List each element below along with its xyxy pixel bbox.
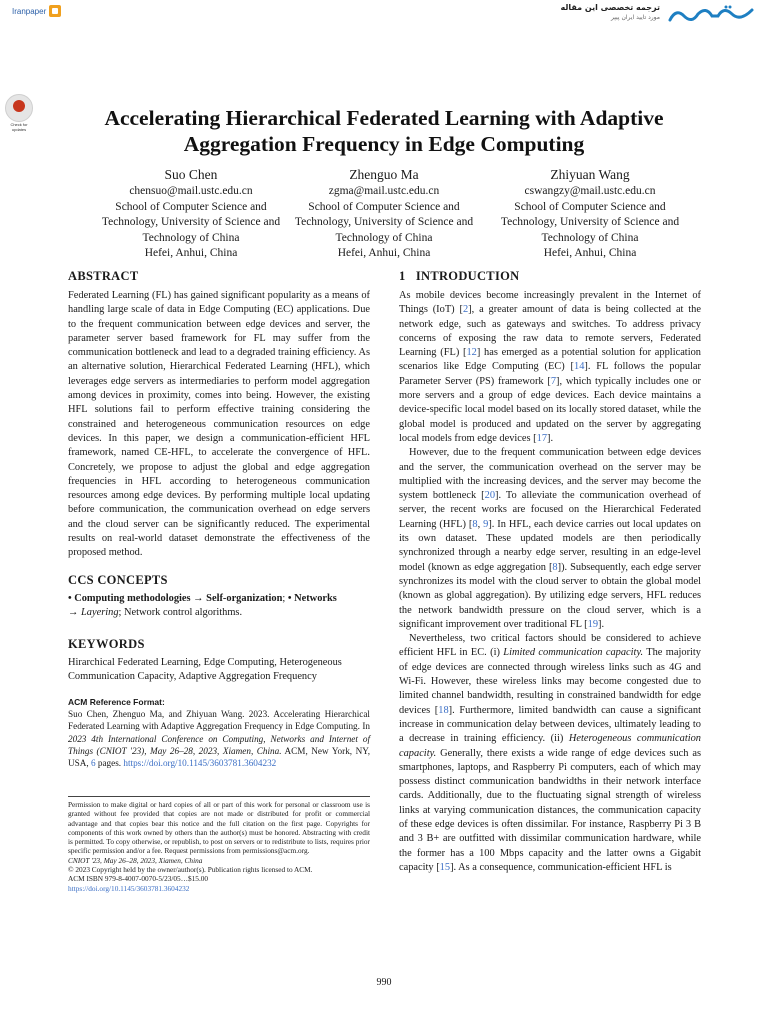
intro-text: ]. [598, 618, 605, 630]
citation-link[interactable]: 8 [552, 561, 558, 573]
author-block [286, 166, 482, 262]
abstract-body [68, 289, 370, 561]
author-affiliation: Technology of China [335, 231, 433, 244]
intro-emphasis: Heterogeneous communication capacity. [399, 733, 701, 759]
intro-text: ]. As a consequence, communication-efficient HFL is [450, 861, 672, 873]
ccs-term: Self-organization [206, 593, 283, 604]
ccs-bullet: • Networks [287, 593, 337, 604]
translation-tagline-sub: مورد تایید ایران پیپر [610, 14, 660, 21]
intro-text: ]. To alleviate the communication overhead of server, the recent works are focused on the Hierarchical Federated Learning (HFL) [ [399, 490, 702, 530]
translation-tagline-title: ترجمه تخصصی این مقاله [560, 3, 660, 12]
reference-text: ACM, New York, NY, USA, [68, 745, 370, 769]
conference-line: CNIOT '23, May 26–28, 2023, Xiamen, China [68, 855, 203, 865]
citation-link[interactable]: 15 [439, 861, 451, 873]
check-for-updates-icon [5, 94, 33, 122]
abstract-text: Federated Learning (FL) has gained significant popularity as a means of handling large scale of data in Edge Computing (EC) applications. Due to the frequent communication between edge devices and server, the parameter server based framework for FL may suffer from the communication bottleneck and lead to a degraded training efficiency. As an alternative solution, Hierarchical Federated Learning (HFL), which leverages edge servers as intermediaries to perform model aggregation among devices in proximity, comes into being. However, the existing HFL solutions fail to perform effective training considering the constrained and heterogeneous communication resources on edge devices. In this paper, we design a communication-efficient HFL framework, named CE-HFL, to accelerate the convergence of HFL. Concretely, we propose to adjust the global and edge aggregation frequencies in HFL according to heterogeneous communication resources among edge devices. By performing multiple local updating before communication, the communication overhead on edge servers and the cloud server can be significantly reduced. The experimental results on real-world dataset demonstrate the effectiveness of the proposed method. [68, 290, 370, 559]
author-name: Suo Chen [164, 167, 218, 182]
ccs-separator: ; [282, 593, 288, 604]
author-name: Zhiyuan Wang [550, 167, 630, 182]
keywords-body [68, 656, 370, 685]
intro-paragraph-2 [399, 446, 701, 632]
citation-link[interactable]: 14 [574, 361, 585, 373]
introduction-body [399, 289, 701, 875]
iranpaper-logo [12, 5, 61, 17]
citation-link[interactable]: 12 [466, 347, 477, 359]
keywords-heading: KEYWORDS [68, 637, 145, 651]
intro-text: ]. Furthermore, limited bandwidth can cause a significant increase in communication delay between devices, ultimately leading to a decrease in training efficiency. (ii) [399, 704, 702, 745]
brand-logo-icon [666, 2, 756, 26]
author-email[interactable]: cswangzy@mail.ustc.edu.cn [524, 185, 656, 197]
reference-text: pages. [95, 758, 124, 769]
intro-text: ], which typically includes one or more servers and a group of edge devices. Each device maintains a device-specific local model based on its locally stored dataset, while the global model is produced and updated on the server by aggregating local models from edge devices [ [399, 375, 701, 444]
abstract-heading: ABSTRACT [68, 269, 139, 283]
check-for-updates-badge[interactable] [4, 94, 34, 132]
author-location: Hefei, Anhui, China [337, 247, 431, 259]
author-location: Hefei, Anhui, China [144, 247, 238, 259]
author-affiliation: School of Computer Science and [514, 200, 666, 213]
paper-title: Accelerating Hierarchical Federated Learning with Adaptive Aggregation Frequency in Edge Computing [104, 106, 664, 156]
intro-text: ]. In HFL, each device carries out local updates on its own dataset. These updated models are then periodically synchronized through a nearby edge server, resulting in an edge-level model (known as edge aggregation [ [399, 518, 701, 573]
ccs-bullet: • Computing methodologies [68, 593, 191, 604]
author-affiliation: Technology, University of Science and [500, 216, 680, 228]
permission-doi-link[interactable]: https://doi.org/10.1145/3603781.3604232 [68, 883, 190, 893]
ccs-heading: CCS CONCEPTS [68, 573, 168, 587]
author-location: Hefei, Anhui, China [543, 247, 637, 259]
reference-text: Suo Chen, Zhenguo Ma, and Zhiyuan Wang. 2023. Accelerating Hierarchical Federated Learning with Adaptive Aggregation Frequency in Edge Computing. In [68, 709, 370, 732]
intro-text: ]. FL follows the popular Parameter Server (PS) framework [ [399, 361, 701, 387]
intro-text: As mobile devices become increasingly prevalent in the Internet of Things (IoT) [ [399, 290, 701, 316]
author-email[interactable]: chensuo@mail.ustc.edu.cn [129, 185, 253, 197]
reference-pages-link[interactable]: 6 [90, 758, 96, 769]
ccs-rest: ; Network control algorithms. [118, 607, 243, 619]
translation-tagline [561, 3, 660, 21]
check-for-updates-label: Check for updates [10, 122, 28, 132]
footnote-divider [68, 796, 370, 797]
author-affiliation: Technology of China [142, 231, 240, 244]
reference-doi-link[interactable]: https://doi.org/10.1145/3603781.3604232 [123, 758, 277, 769]
citation-link[interactable]: 19 [587, 618, 599, 630]
author-block [93, 166, 289, 262]
section-number: 1 [399, 269, 406, 283]
copyright-line: © 2023 Copyright held by the owner/author(s). Publication rights licensed to ACM. [68, 865, 313, 875]
citation-link[interactable]: 7 [550, 375, 557, 387]
ccs-arrow: → [68, 607, 79, 619]
author-email[interactable]: zgma@mail.ustc.edu.cn [328, 185, 440, 197]
permission-notice [68, 800, 370, 893]
intro-text: ], a greater amount of data is being collected at the network edge, such as gateways and switches. To address privacy concerns of exposing the raw data to remote servers, Federated Learning (FL) [ [399, 304, 701, 359]
isbn-line: ACM ISBN 979-8-4007-0070-5/23/05…$15.00 [68, 874, 209, 884]
citation-link[interactable]: 8 [472, 518, 478, 530]
intro-paragraph-1 [399, 289, 701, 446]
author-block [492, 166, 688, 262]
intro-text: The majority of edge devices are connected through wireless links such as 4G and Wi-Fi. However, these wireless links may become congested due to limited channel bandwidth, resulting in constrained bandwidth for edge devices [ [399, 647, 701, 716]
reference-venue: 2023 4th International Conference on Computing, Networks and Internet of Things (CNIOT '23), May 26–28, 2023, Xiamen, China. [68, 733, 370, 756]
author-affiliation: School of Computer Science and [308, 200, 460, 213]
author-affiliation: Technology, University of Science and [101, 216, 281, 228]
citation-link[interactable]: 17 [536, 432, 548, 444]
author-affiliation: Technology, University of Science and [294, 216, 474, 228]
citation-link[interactable]: 18 [438, 704, 449, 716]
keywords-text: Hirarchical Federated Learning, Edge Computing, Heterogeneous Communication Capacity, Adaptive Aggregation Frequency [68, 657, 342, 683]
author-affiliation: School of Computer Science and [115, 200, 267, 213]
intro-emphasis: Limited communication capacity. [503, 647, 644, 659]
intro-text: ]. [547, 432, 554, 444]
ccs-term: Layering [81, 607, 119, 619]
ccs-arrow: → [193, 593, 204, 604]
intro-text: , [477, 518, 484, 530]
citation-link[interactable]: 2 [462, 304, 469, 316]
acm-reference [68, 696, 370, 769]
ccs-body [68, 592, 370, 621]
intro-paragraph-3 [399, 632, 701, 875]
intro-text: ]). Subsequently, each edge server synchronizes its model with the cloud server to obtain the global model (known as global aggregation). By utilizing edge servers, HFL reduces the network bandwidth pressure on the cloud server, which is a significant improvement over traditional FL [ [399, 561, 701, 630]
intro-text: Nevertheless, two critical factors should be considered to achieve efficient HFL in EC. (i) [399, 633, 701, 659]
author-name: Zhenguo Ma [349, 167, 419, 182]
intro-text: However, due to the frequent communication between edge devices and the server, the communication overhead on the server may be multiplied with the increasing devices, and the server may become the system bottleneck [ [399, 447, 701, 502]
intro-text: Generally, there exists a wide range of edge devices such as smartphones, laptops, and Raspberry Pi computers, each of which may possess distinct communication bandwidths in their network interface cards. Additionally, due to the fluctuating signal strength of wireless links at varying communication distances, the communication capacity of these edge devices is often dissimilar. For instance, Raspberry Pi 3 B and 3 B+ are outfitted with dissimilar communication hardware, while the former has a 100 Mbps capacity and the latter owns a Gigabit capacity [ [399, 747, 701, 873]
section-title: INTRODUCTION [415, 269, 520, 283]
iranpaper-logo-icon [49, 5, 61, 17]
iranpaper-logo-text: Iranpaper [12, 6, 47, 16]
permission-text: Permission to make digital or hard copies of all or part of this work for personal or classroom use is granted without fee provided that copies are not made or distributed for profit or commercial advantage and that copies bear this notice and the full citation on the first page. Copyrights for components of this work owned by others than the author(s) must be honored. Abstracting with credit is permitted. To copy otherwise, or republish, to post on servers or to redistribute to lists, requires prior specific permission and/or a fee. Request permissions from permissions@acm.org. [68, 800, 370, 856]
page-number: 990 [376, 977, 392, 988]
reference-heading: ACM Reference Format: [68, 697, 165, 707]
citation-link[interactable]: 20 [484, 490, 496, 502]
author-affiliation: Technology of China [541, 231, 639, 244]
citation-link[interactable]: 9 [483, 518, 489, 530]
intro-text: ] has emerged as a potential solution for application scenarios like Edge Computing (EC) [ [399, 347, 701, 373]
introduction-heading [399, 269, 519, 284]
